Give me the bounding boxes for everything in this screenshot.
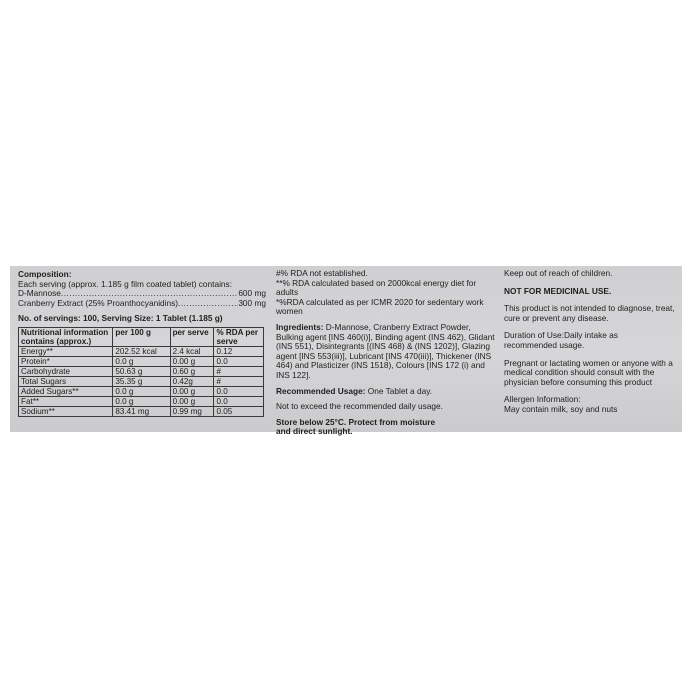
table-cell: Added Sugars** — [19, 386, 113, 396]
allergen-heading: Allergen Information: — [504, 394, 581, 405]
table-cell: # — [214, 366, 264, 376]
table-row — [19, 366, 264, 376]
warnings-column — [504, 269, 680, 415]
pregnancy-warning: Pregnant or lactating women or anyone with a medical condition should consult with the physician before consuming this product — [504, 357, 673, 387]
header-cell: per serve — [170, 327, 214, 346]
table-cell: 0.00 g — [170, 356, 214, 366]
table-cell: 0.00 g — [170, 386, 214, 396]
serving-description: Each serving (approx. 1.185 g film coated tablet) contains: — [18, 278, 232, 289]
usage-label: Recommended Usage: — [276, 385, 366, 396]
ingredient-name: Cranberry Extract (25% Proanthocyanidins) — [18, 297, 179, 308]
table-cell: 0.05 — [214, 406, 264, 416]
usage-text: One Tablet a day. — [365, 385, 433, 396]
rda-note: **% RDA calculated based on 2000kcal energy diet for adults — [276, 277, 477, 298]
table-cell: 0.0 g — [113, 356, 170, 366]
not-medicinal-notice: NOT FOR MEDICINAL USE. — [504, 285, 612, 296]
table-cell: Protein* — [19, 356, 113, 366]
ingredients-text: D-Mannose, Cranberry Extract Powder, Bulking agent [INS 460(i)], Binding agent (INS 462), Glidant (INS 551), Disintegrants [(INS 468) & (INS 1202)], Glazing agent [INS 553(iii)], Lubricant [INS 470(iii)], Thickener (INS 464) and Plasticizer (INS 1518), Colours [INS 172 (i) and INS 122]. — [276, 321, 495, 380]
table-cell: Carbohydrate — [19, 366, 113, 376]
dosage-warning: Not to exceed the recommended daily usage. — [276, 401, 443, 412]
table-cell: 35.35 g — [113, 376, 170, 386]
table-cell: 0.0 g — [113, 396, 170, 406]
rda-note: *%RDA calculated as per ICMR 2020 for sedentary work women — [276, 296, 484, 317]
servings-line: No. of servings: 100, Serving Size: 1 Tablet (1.185 g) — [18, 313, 223, 324]
table-cell: 0.0 — [214, 386, 264, 396]
table-cell: 50.63 g — [113, 366, 170, 376]
dot-leader — [178, 299, 238, 309]
nutrition-table — [18, 327, 264, 417]
composition-column — [18, 270, 266, 417]
composition-heading: Composition: — [18, 269, 72, 279]
table-row — [19, 376, 264, 386]
table-row — [19, 346, 264, 356]
table-cell: 0.0 — [214, 396, 264, 406]
table-cell: 0.00 g — [170, 396, 214, 406]
storage-instructions: Store below 25°C. Protect from moisture and direct sunlight. — [276, 416, 436, 437]
nutrition-table-header — [19, 327, 264, 346]
header-cell: Nutritional information contains (approx.) — [19, 327, 113, 346]
rda-note: #% RDA not established. — [276, 268, 368, 278]
table-cell: # — [214, 376, 264, 386]
table-cell: Energy** — [19, 346, 113, 356]
table-cell: 0.42g — [170, 376, 214, 386]
table-cell: 2.4 kcal — [170, 346, 214, 356]
header-cell: per 100 g — [113, 327, 170, 346]
table-cell: 202.52 kcal — [113, 346, 170, 356]
keep-away-warning: Keep out of reach of children. — [504, 268, 613, 278]
ingredients-label: Ingredients: — [276, 321, 324, 332]
ingredient-amount: 600 mg — [238, 288, 266, 299]
table-cell: 0.60 g — [170, 366, 214, 376]
ingredients-column — [276, 269, 498, 437]
header-cell: % RDA per serve — [214, 327, 264, 346]
disclaimer: This product is not intended to diagnose, treat, cure or prevent any disease. — [504, 303, 675, 323]
table-cell: 0.0 g — [113, 386, 170, 396]
duration-of-use: Duration of Use:Daily intake as recommended usage. — [504, 330, 618, 350]
table-cell: 0.0 — [214, 356, 264, 366]
allergen-text: May contain milk, soy and nuts — [504, 403, 618, 414]
table-cell: 0.12 — [214, 346, 264, 356]
table-row — [19, 406, 264, 416]
table-cell: 83.41 mg — [113, 406, 170, 416]
table-row — [19, 356, 264, 366]
usage-paragraph — [276, 387, 498, 397]
table-cell: Total Sugars — [19, 376, 113, 386]
table-cell: 0.99 mg — [170, 406, 214, 416]
table-cell: Sodium** — [19, 406, 113, 416]
table-row — [19, 386, 264, 396]
ingredient-line-cranberry — [18, 299, 266, 309]
ingredient-name: D-Mannose — [18, 288, 61, 299]
table-row — [19, 396, 264, 406]
table-cell: Fat** — [19, 396, 113, 406]
ingredients-paragraph — [276, 323, 498, 381]
ingredient-amount: 300 mg — [238, 297, 266, 308]
product-label-strip — [10, 266, 682, 437]
